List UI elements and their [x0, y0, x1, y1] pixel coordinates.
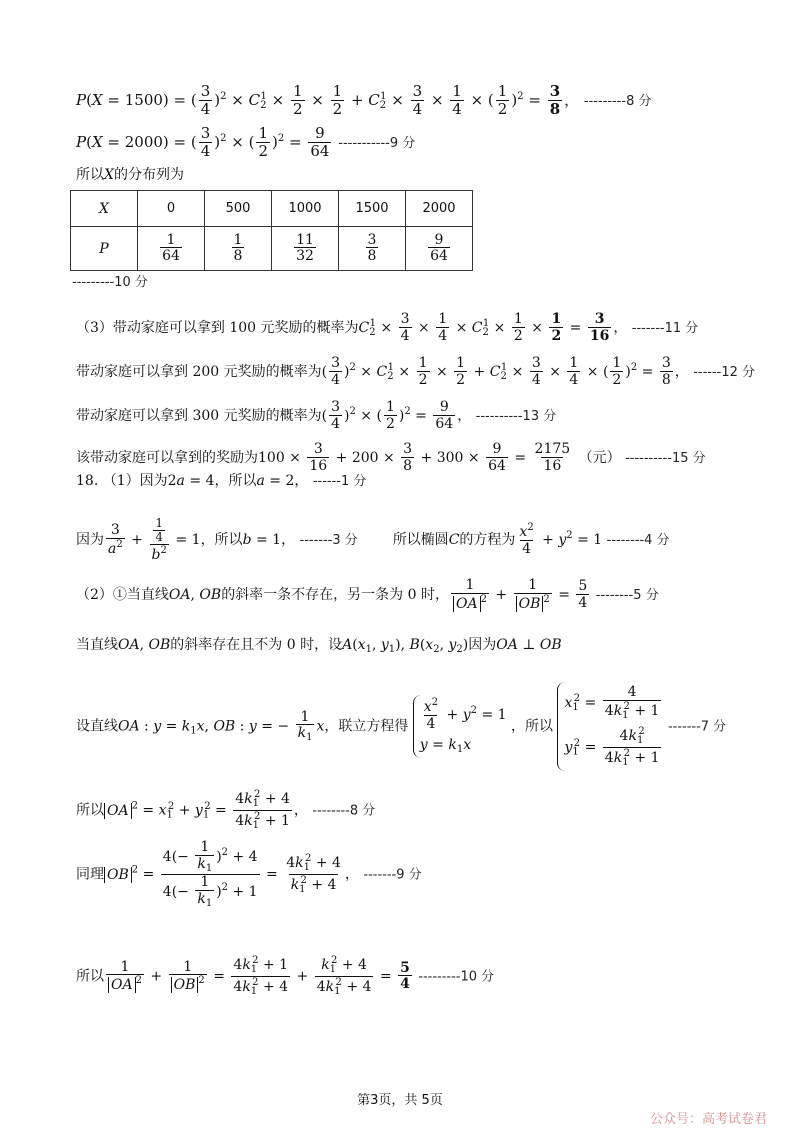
q18-part1: 18. （1）因为2a = 4，所以a = 2， ------1 分: [76, 473, 367, 489]
table-cell: 2000: [406, 191, 473, 227]
page-footer: 第3页，共 5页: [357, 1093, 443, 1108]
score-10a: ---------10 分: [72, 275, 148, 290]
eq-p2000: P(X = 2000) = ( $\frac{3}{4}$ )$^2$ × ( $\frac{1}{2}$ )$^2$ = $\frac{9}{64}$ -----------9 分: [76, 124, 416, 160]
score-9a: -----------9 分: [338, 136, 416, 151]
table-cell: 1000: [272, 191, 339, 227]
score-7: -------7 分: [667, 719, 727, 735]
eq-prob-200: 带动家庭可以拿到 200 元奖励的概率为( $\frac{3}{4}$ )$^2 \times C_2^1$ × $\frac{1}{2}$ × $\frac{1}{2}$ + $C_2^1$ × $\frac{3}{4}$ × $\frac{1}{4}$ × ( $\frac{1}{2}$ )$^2$ = $\frac{3}{8}$ ， ------12 分: [76, 355, 756, 388]
score-3: -------3 分: [299, 533, 358, 549]
q18-b: 因为 $\frac{3}{a^2}$ + $\frac{\frac{1}{4}}{b^2}$ = 1，所以b = 1， -------3 分 所以椭圆C的方程为 $\frac{x^2}{4}$ + $y^2 = 1$ --------4 分: [76, 516, 670, 564]
score-1: ------1 分: [312, 474, 367, 489]
eq-prob-100: （3）带动家庭可以拿到 100 元奖励的概率为$C_2^1$ × $\frac{3}{4}$ × $\frac{1}{4}$ × $C_2^1$ × $\frac{1}{2}$ × $\frac{1}{2}$ = $\frac{3}{16}$ ， -------11 分: [76, 311, 699, 344]
score-5: --------5 分: [595, 587, 659, 603]
table-cell: 0: [138, 191, 205, 227]
eq-prob-300: 带动家庭可以拿到 300 元奖励的概率为( $\frac{3}{4}$ )$^2$ × ( $\frac{1}{2}$ )$^2$ = $\frac{9}{64}$ ， ----------13 分: [76, 399, 557, 432]
table-cell: $\frac{9}{64}$: [406, 227, 473, 271]
table-cell: 1500: [339, 191, 406, 227]
score-4: --------4 分: [606, 533, 670, 549]
score-15: ----------15 分: [625, 450, 706, 466]
q18-case2-intro: 当直线OA, OB的斜率存在且不为 0 时，设$A(x_1$, $y_1$), $B(x_2$, $y_2$)因为OA ⊥ OB: [76, 637, 562, 655]
score-13: ----------13 分: [475, 408, 557, 424]
q18-oa: 所以 OA $^2 = x_1^2 + y_1^2$ = $\frac{4k_1^2 + 4}{4k_1^2 + 1}$ ， --------8 分: [76, 789, 376, 831]
table-cell: $\frac{1}{8}$: [205, 227, 272, 271]
table-cell: $\frac{11}{32}$: [272, 227, 339, 271]
table-header-x: X: [71, 191, 138, 227]
table-cell: $\frac{1}{64}$: [138, 227, 205, 271]
q18-part2-case1: （2）①当直线OA, OB的斜率一条不存在，另一条为 0 时， $\frac{1}{OA ^2}$ + $\frac{1}{OB ^2}$ = $\frac{5}{4}$ --------5 分: [76, 577, 659, 612]
score-8b: --------8 分: [312, 803, 376, 819]
q18-ob: 同理 OB $^2$ = 4(− $\frac{1}{k_1}$ )$^2$ + 4 4(− $\frac{1}{k_1}$ )$^2$ + 1 = $\frac{4k_1^2 + 4}{k_1^2 + 4}$ ， -------9 分: [76, 839, 422, 909]
eq-p1500: P(X = 1500) = ( $\frac{3}{4}$ )$^2 \times C_2^1$ × $\frac{1}{2}$ × $\frac{1}{2}$ + $C_2^1$ × $\frac{3}{4}$ × $\frac{1}{4}$ × ( $\frac{1}{2}$ )$^2$ = $\frac{3}{8}$ ， ---------8 分: [76, 82, 652, 118]
table-cell: $\frac{3}{8}$: [339, 227, 406, 271]
eq-expectation: 该带动家庭可以拿到的奖励为100 × $\frac{3}{16}$ + 200 × $\frac{3}{8}$ + 300 × $\frac{9}{64}$ = $\frac{2175}{16}$ （元） ----------15 分: [76, 441, 706, 474]
table-header-p: P: [71, 227, 138, 271]
distribution-table: [70, 190, 473, 271]
score-11: -------11 分: [631, 320, 699, 336]
q18-system: 设直线OA : $y = k_1x$, OB : y = − $\frac{1}{k_1}$ x，联立方程得 $\frac{x^2}{4}$ + $y^2 = 1$ $y = k_1x$ ，所以 $x_1^2$ = $\frac{4}{4k_1^2 + 1}$ $y_1^2$ = $\frac{4k_1^2}{4k_1^2 + 1}$ -------7 分: [76, 682, 726, 771]
table-cell: 500: [205, 191, 272, 227]
q18-sum: 所以 $\frac{1}{OA ^2}$ + $\frac{1}{OB ^2}$ = $\frac{4k_1^2 + 1}{4k_1^2 + 4}$ + $\frac{k_1^2 + 4}{4k_1^2 + 4}$ = $\frac{5}{4}$ ---------10 分: [76, 955, 495, 997]
intro-table: 所以X的分布列为: [76, 167, 184, 183]
score-9b: -------9 分: [363, 867, 422, 883]
score-12: ------12 分: [693, 364, 756, 380]
watermark: 公众号：高考试卷君: [650, 1112, 768, 1127]
score-8a: ---------8 分: [583, 94, 652, 109]
score-10b: ---------10 分: [418, 969, 495, 985]
